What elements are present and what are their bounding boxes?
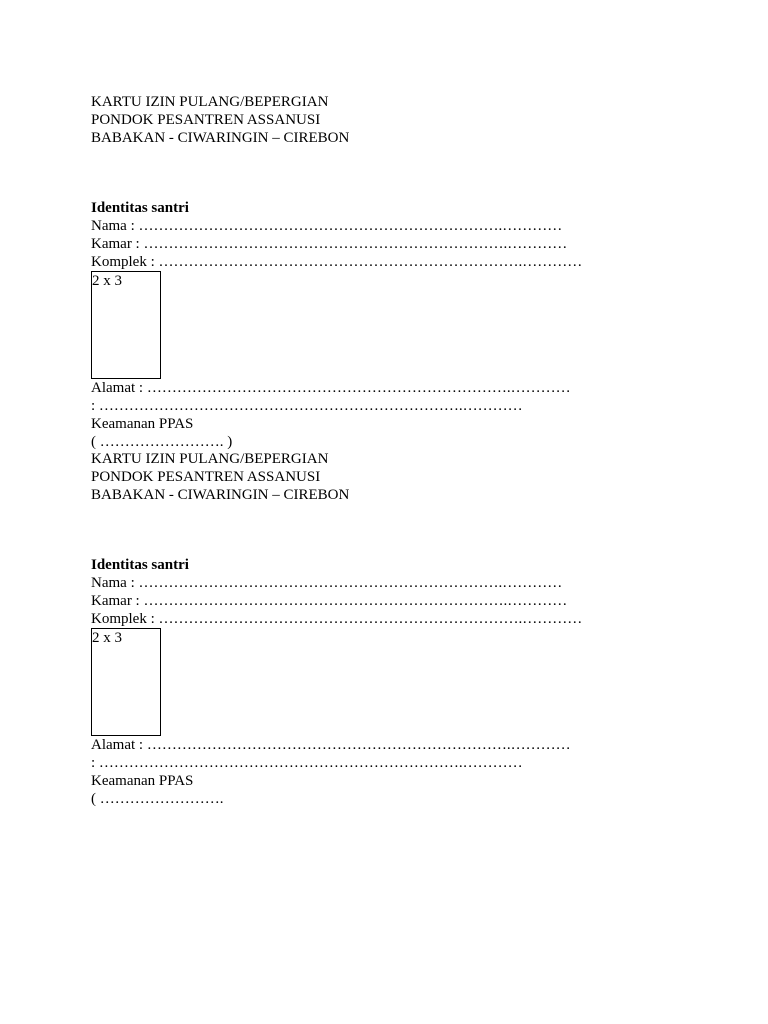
photo-size-label: 2 x 3 xyxy=(92,630,122,646)
signature-line: ( ……………………. xyxy=(91,791,224,807)
alamat-continuation-field: : ……………………………………………………………….………… xyxy=(91,755,523,771)
komplek-field: Komplek : ……………………………………………………………….………… xyxy=(91,611,583,627)
photo-box xyxy=(91,271,161,379)
section-title: Identitas santri xyxy=(91,200,189,216)
nama-field: Nama : ……………………………………………………………….………… xyxy=(91,218,563,234)
nama-field: Nama : ……………………………………………………………….………… xyxy=(91,575,563,591)
card-title: KARTU IZIN PULANG/BEPERGIAN xyxy=(91,94,329,110)
permit-card-1 xyxy=(91,93,582,451)
alamat-continuation-field: : ……………………………………………………………….………… xyxy=(91,398,523,414)
keamanan-label: Keamanan PPAS xyxy=(91,773,194,789)
permit-card-2 xyxy=(91,450,582,808)
spacer xyxy=(91,504,582,556)
signature-line: ( ……………………. ) xyxy=(91,434,233,450)
komplek-field: Komplek : ……………………………………………………………….………… xyxy=(91,254,583,270)
kamar-field: Kamar : ……………………………………………………………….………… xyxy=(91,593,568,609)
institution-address: BABAKAN - CIWARINGIN – CIREBON xyxy=(91,487,350,503)
alamat-field: Alamat : ……………………………………………………………….………… xyxy=(91,380,571,396)
section-title: Identitas santri xyxy=(91,557,189,573)
card-title: KARTU IZIN PULANG/BEPERGIAN xyxy=(91,451,329,467)
keamanan-label: Keamanan PPAS xyxy=(91,416,194,432)
kamar-field: Kamar : ……………………………………………………………….………… xyxy=(91,236,568,252)
photo-box xyxy=(91,628,161,736)
institution-address: BABAKAN - CIWARINGIN – CIREBON xyxy=(91,130,350,146)
alamat-field: Alamat : ……………………………………………………………….………… xyxy=(91,737,571,753)
photo-size-label: 2 x 3 xyxy=(92,273,122,289)
spacer xyxy=(91,147,582,199)
institution-name: PONDOK PESANTREN ASSANUSI xyxy=(91,112,321,128)
institution-name: PONDOK PESANTREN ASSANUSI xyxy=(91,469,321,485)
